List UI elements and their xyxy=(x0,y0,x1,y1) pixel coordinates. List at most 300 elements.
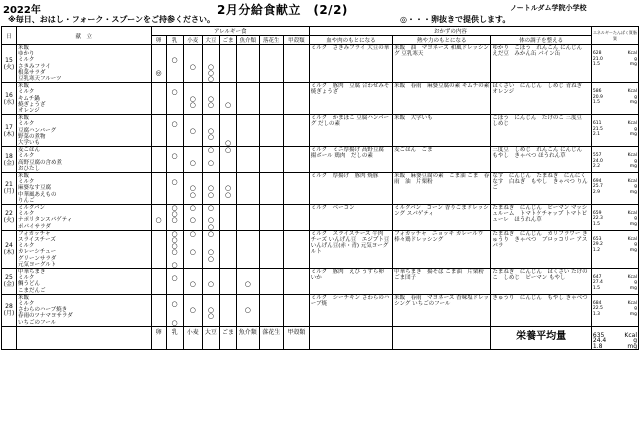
nutrition-unit: mg xyxy=(629,189,637,195)
dish-list xyxy=(16,172,151,204)
nutrition-unit: mg xyxy=(629,164,637,170)
allergen-mark: ○ xyxy=(224,146,232,155)
nutrition-value: 27.4 xyxy=(592,280,603,286)
allergen-cell xyxy=(284,83,310,115)
nutrition-unit: g xyxy=(634,94,637,100)
nutrition-unit: Kcal xyxy=(627,236,637,242)
allergen-mark xyxy=(220,262,236,268)
school-name: ノートルダム学院小学校 xyxy=(510,4,587,12)
allergen-cell xyxy=(237,115,259,147)
allergen-cell xyxy=(166,115,183,147)
red-foods-cell: ミルク さきみフライ 大豆の華 xyxy=(309,45,392,83)
footer-allergen: 魚介類 xyxy=(237,326,259,350)
nutrition-unit: g xyxy=(634,56,637,62)
allergen-cell xyxy=(237,204,259,230)
allergen-mark xyxy=(260,288,284,294)
footer-allergen: 小麦 xyxy=(183,326,202,350)
nutrition-value: 2.2 xyxy=(592,164,601,170)
allergen-mark xyxy=(220,224,236,230)
allergen-mark xyxy=(203,288,219,294)
allergen-mark: ○ xyxy=(207,158,214,167)
allergen-cell xyxy=(259,172,284,204)
footer-allergen: 大豆 xyxy=(202,326,219,350)
allergen-mark: ○ xyxy=(189,229,196,238)
allergen-cell xyxy=(166,172,183,204)
nutrition-unit: g xyxy=(634,126,637,132)
allergen-cell xyxy=(166,83,183,115)
allergen-mark xyxy=(220,166,236,172)
allergen-cell xyxy=(284,268,310,294)
nutrition-value: 21.0 xyxy=(592,56,603,62)
nutrition-cell xyxy=(591,147,638,173)
dish-item: りんご xyxy=(17,197,35,204)
day-row xyxy=(2,172,639,204)
col-allergen: 魚介類 xyxy=(237,36,259,45)
allergen-mark: ○ xyxy=(207,190,214,199)
allergen-mark: ○ xyxy=(224,138,232,147)
allergen-cell xyxy=(151,45,166,83)
allergen-mark xyxy=(152,108,166,114)
allergen-mark: ○ xyxy=(189,190,196,199)
nutrition-value: 586 xyxy=(592,89,602,95)
green-foods-cell: たまねぎ にんじん ピーマン マッシュルーム トマトケチャップ トマトピューレ ほうれん草 xyxy=(491,204,591,230)
col-allergen: 甲殻類 xyxy=(284,36,310,45)
allergen-mark: ○ xyxy=(207,184,214,193)
day-date: 28 (月) xyxy=(2,294,17,326)
dish-item: 米飯 xyxy=(17,83,29,90)
nutrition-unit: Kcal xyxy=(627,51,637,56)
allergen-cell xyxy=(259,45,284,83)
allergen-mark: ○ xyxy=(224,190,232,199)
allergen-mark: ○ xyxy=(189,248,196,257)
notice-utensils: ※毎日、おはし・フォーク・スプーンをご持参ください。 xyxy=(8,15,215,24)
allergen-mark: ○ xyxy=(207,312,214,321)
nutrition-cell xyxy=(591,115,638,147)
allergen-mark: ○ xyxy=(207,248,214,257)
allergen-cell xyxy=(219,172,236,204)
col-allergen: 乳 xyxy=(166,36,183,45)
day-date: 21 (月) xyxy=(2,172,17,204)
allergen-cell xyxy=(219,230,236,268)
red-foods-cell: ミルク ベーコン xyxy=(309,204,392,230)
green-foods-cell: きゅうり にんじん もやし きゃべつ xyxy=(491,294,591,326)
allergen-mark xyxy=(260,140,284,146)
day-row xyxy=(2,45,639,83)
day-date: 24 (木) xyxy=(2,230,17,268)
allergen-cell xyxy=(284,45,310,83)
col-allergen: 落花生 xyxy=(259,36,284,45)
allergen-mark xyxy=(237,262,258,268)
allergen-cell xyxy=(202,172,219,204)
dish-item: 根菜サラダ xyxy=(17,69,46,76)
allergen-mark xyxy=(167,288,183,294)
nutrition-unit: Kcal xyxy=(627,300,637,306)
allergen-mark: ○ xyxy=(189,94,196,103)
allergen-mark: ○ xyxy=(155,216,162,225)
allergen-cell xyxy=(259,115,284,147)
allergen-cell xyxy=(259,204,284,230)
nutrition-value: 1.3 xyxy=(592,311,601,317)
menu-table xyxy=(1,26,639,350)
average-unit: Kcal xyxy=(624,331,637,339)
allergen-mark xyxy=(152,288,166,294)
allergen-mark: ○ xyxy=(224,100,232,109)
yellow-foods-cell: フォカッチャ ニョッキ カレールウ 棒々鶏ドレッシング xyxy=(393,230,491,268)
nutrition-unit: Kcal xyxy=(627,274,637,280)
allergen-cell xyxy=(151,230,166,268)
allergen-mark xyxy=(203,140,219,146)
allergen-cell xyxy=(202,204,219,230)
dish-item: 米飯 xyxy=(17,294,29,301)
dish-item: ミルク xyxy=(17,153,35,160)
allergen-mark xyxy=(220,76,236,82)
average-nutrition xyxy=(591,326,638,350)
nutrition-cell xyxy=(591,83,638,115)
nutrition-value: 694 xyxy=(592,178,602,184)
allergen-mark: ○ xyxy=(244,280,251,289)
dish-item: 中華ちまき xyxy=(17,268,46,275)
red-foods-cell: ミルク シーチキン さわらのハーブ焼 xyxy=(309,294,392,326)
allergen-mark: ○ xyxy=(171,88,178,97)
nutrition-cell xyxy=(591,45,638,83)
nutrition-unit: Kcal xyxy=(627,121,637,127)
allergen-mark xyxy=(237,76,258,82)
nutrition-unit: Kcal xyxy=(627,178,637,184)
dish-item: オレンジ xyxy=(17,107,40,114)
footer-allergen: 乳 xyxy=(166,326,183,350)
nutrition-value: 22.3 xyxy=(592,216,603,222)
allergen-cell xyxy=(202,115,219,147)
allergen-cell xyxy=(183,115,202,147)
dish-item: こまだんご xyxy=(17,287,46,294)
dish-item: グリーンサラダ xyxy=(17,255,57,262)
dish-item: いちごのフール xyxy=(17,319,57,326)
allergen-mark xyxy=(167,108,183,114)
dish-list xyxy=(16,147,151,173)
allergen-mark xyxy=(184,166,202,172)
dish-item: おひたし xyxy=(17,165,40,172)
nutrition-value: 20.9 xyxy=(592,94,603,100)
allergen-mark: ○ xyxy=(171,242,178,251)
allergen-cell xyxy=(284,147,310,173)
allergen-mark xyxy=(284,108,309,114)
allergen-mark: ○ xyxy=(171,120,178,129)
nutrition-unit: mg xyxy=(629,285,637,291)
allergen-mark: ○ xyxy=(207,216,214,225)
allergen-mark: ○ xyxy=(189,100,196,109)
allergen-cell xyxy=(202,268,219,294)
dish-item: 豆乳寒天フルーツ xyxy=(17,75,62,82)
nutrition-value: 24.0 xyxy=(592,158,603,164)
allergen-mark: ○ xyxy=(189,203,196,212)
allergen-mark: ○ xyxy=(207,126,214,135)
dish-item: スライスチーズ xyxy=(17,236,56,243)
col-menu: 献 立 xyxy=(16,27,151,45)
nutrition-unit: mg xyxy=(629,311,637,317)
dish-item: キムチ鍋 xyxy=(17,95,40,102)
green-foods-cell: ゆかり ごぼう れんこん にんじん えだ豆 みかん缶 パイン缶 xyxy=(491,45,591,83)
allergen-mark: ○ xyxy=(207,229,214,238)
dish-item: 麻婆なす豆腐 xyxy=(17,185,51,192)
allergen-cell xyxy=(284,230,310,268)
allergen-mark xyxy=(167,198,183,204)
nutrition-value: 2.1 xyxy=(592,132,601,138)
yellow-foods-cell: 米飯 春雨 麻婆豆腐の素 キムチの素 xyxy=(393,83,491,115)
allergen-mark: ○ xyxy=(189,216,196,225)
average-value: 24.4 xyxy=(592,337,607,345)
allergen-mark: ○ xyxy=(207,94,214,103)
allergen-cell xyxy=(166,204,183,230)
dish-item: ミルクパン xyxy=(17,204,46,211)
allergen-mark xyxy=(167,224,183,230)
dish-item: 米飯 xyxy=(17,45,29,51)
allergen-mark xyxy=(284,198,309,204)
dish-list xyxy=(16,83,151,115)
red-foods-cell: ミルク スライスチーズ 牛肉 チーズ いんげん豆 エジプト豆 いんげん豆(赤・青) 元気ヨーグルト xyxy=(309,230,392,268)
day-date: 25 (金) xyxy=(2,268,17,294)
page-title: 2月分給食献立 (2/2) xyxy=(217,3,348,17)
footer-allergen: ごま xyxy=(219,326,236,350)
allergen-cell xyxy=(284,204,310,230)
allergen-cell xyxy=(219,204,236,230)
nutrition-value: 22.5 xyxy=(592,306,603,312)
allergen-mark: ○ xyxy=(189,184,196,193)
allergen-cell xyxy=(237,230,259,268)
allergen-mark: ○ xyxy=(189,126,196,135)
allergen-cell xyxy=(151,172,166,204)
allergen-mark xyxy=(284,140,309,146)
allergen-cell xyxy=(259,230,284,268)
col-allergy-group: アレルギー食 xyxy=(151,27,309,36)
allergen-mark: ○ xyxy=(224,184,232,193)
allergen-mark xyxy=(152,320,166,326)
allergen-mark: ○ xyxy=(171,216,178,225)
dish-item: 野菜の煮物 xyxy=(17,133,46,140)
allergen-cell xyxy=(284,115,310,147)
allergen-mark xyxy=(260,76,284,82)
green-foods-cell: なす にんじん たまねぎ にんにく なす 白ねぎ もやし きゃべつ りんご xyxy=(491,172,591,204)
allergen-mark xyxy=(237,320,258,326)
col-allergen: 卵 xyxy=(151,36,166,45)
dish-list xyxy=(16,268,151,294)
nutrition-unit: Kcal xyxy=(627,210,637,216)
allergen-mark: ○ xyxy=(171,229,178,238)
allergen-mark: ○ xyxy=(171,178,178,187)
dish-item: カレーシチュー xyxy=(17,249,57,256)
allergen-cell xyxy=(219,83,236,115)
allergen-mark xyxy=(284,262,309,268)
red-foods-cell: ミルク 豚肉 えび うずら卵 いか xyxy=(309,268,392,294)
nutrition-cell xyxy=(591,294,638,326)
yellow-foods-cell: 米飯 麻婆豆腐の素 ごま油 ごま 春雨 油 片栗粉 xyxy=(393,172,491,204)
notice-egg-free: ◎・・・卵抜きで提供します。 xyxy=(400,15,511,24)
nutrition-unit: mg xyxy=(629,132,637,138)
allergen-mark xyxy=(237,166,258,172)
allergen-mark: ○ xyxy=(189,280,196,289)
allergen-mark xyxy=(203,320,219,326)
allergen-mark: ○ xyxy=(189,306,196,315)
dish-item: 高野豆腐の含め煮 xyxy=(17,159,62,166)
allergen-cell xyxy=(151,294,166,326)
dish-item: ナポリタンスパゲティ xyxy=(17,217,73,224)
nutrition-unit: Kcal xyxy=(627,153,637,159)
day-date: 17 (木) xyxy=(2,115,17,147)
allergen-mark xyxy=(260,224,284,230)
nutrition-unit: g xyxy=(634,280,637,286)
nutrition-unit: Kcal xyxy=(627,89,637,95)
col-allergen: ごま xyxy=(219,36,236,45)
average-label: 栄養平均量 xyxy=(491,326,591,350)
dish-item: 春雨のツナマヨサラダ xyxy=(17,313,73,320)
nutrition-unit: g xyxy=(634,158,637,164)
nutrition-value: 1.5 xyxy=(592,221,601,227)
allergen-mark: ○ xyxy=(207,74,214,83)
nutrition-cell xyxy=(591,230,638,268)
dish-item: 米飯 xyxy=(17,172,29,179)
allergen-cell xyxy=(259,294,284,326)
allergen-cell xyxy=(237,268,259,294)
average-value: 1.8 xyxy=(592,342,603,350)
allergen-cell xyxy=(219,268,236,294)
allergen-mark xyxy=(152,140,166,146)
allergen-mark: ○ xyxy=(171,210,178,219)
dish-item: 中華風あえもの xyxy=(17,191,57,198)
col-red-foods: 血や肉のもとになる xyxy=(309,36,392,45)
allergen-mark xyxy=(167,76,183,82)
red-foods-cell: ミルク かまぼこ 豆腐ハンバーグ だしの素 xyxy=(309,115,392,147)
allergen-mark xyxy=(284,76,309,82)
allergen-mark xyxy=(237,198,258,204)
col-allergen: 大豆 xyxy=(202,36,219,45)
allergen-cell xyxy=(183,83,202,115)
allergen-mark xyxy=(260,320,284,326)
allergen-cell xyxy=(151,83,166,115)
allergen-mark xyxy=(184,108,202,114)
allergen-cell xyxy=(151,204,166,230)
allergen-cell xyxy=(183,204,202,230)
col-allergen: 小麦 xyxy=(183,36,202,45)
allergen-mark xyxy=(152,262,166,268)
allergen-mark xyxy=(152,198,166,204)
nutrition-value: 1.5 xyxy=(592,285,601,291)
allergen-cell xyxy=(183,45,202,83)
nutrition-value: 21.5 xyxy=(592,126,603,132)
nutrition-value: 29.2 xyxy=(592,242,603,248)
allergen-mark xyxy=(260,166,284,172)
allergen-mark xyxy=(237,288,258,294)
nutrition-cell xyxy=(591,204,638,230)
dish-item: 大学いも xyxy=(17,139,40,146)
nutrition-unit: g xyxy=(634,306,637,312)
nutrition-unit: g xyxy=(634,216,637,222)
allergen-cell xyxy=(166,230,183,268)
red-foods-cell: ミルク ミニ厚揚げ 高野豆腐 揚ボール 鶏肉 だしの素 xyxy=(309,147,392,173)
dish-item: さきみフライ xyxy=(17,63,51,70)
allergen-mark: ○ xyxy=(171,152,178,161)
allergen-mark xyxy=(152,224,166,230)
allergen-mark xyxy=(203,262,219,268)
dish-item: ミルク xyxy=(17,57,35,64)
day-date: 18 (金) xyxy=(2,147,17,173)
dish-item: ミルク xyxy=(17,275,35,282)
day-row xyxy=(2,230,639,268)
dish-item: 麦ごはん xyxy=(17,147,40,154)
col-yellow-foods: 熱や力のもとになる xyxy=(393,36,491,45)
allergen-cell xyxy=(259,83,284,115)
day-date: 15 (火) xyxy=(2,45,17,83)
allergen-mark xyxy=(220,198,236,204)
allergen-mark xyxy=(220,108,236,114)
dish-item: 焼ぎょうざ xyxy=(17,101,46,108)
dish-list xyxy=(16,230,151,268)
year-label: 2022年 xyxy=(3,5,41,16)
allergen-mark: ○ xyxy=(171,203,178,212)
allergen-mark: ○ xyxy=(171,274,178,283)
footer-allergen: 落花生 xyxy=(259,326,284,350)
allergen-cell xyxy=(237,83,259,115)
allergen-cell xyxy=(166,45,183,83)
allergen-mark xyxy=(152,166,166,172)
nutrition-value: 1.2 xyxy=(592,247,601,253)
average-unit: mg xyxy=(627,342,637,350)
dish-item: ミルク xyxy=(17,121,35,128)
allergen-cell xyxy=(151,115,166,147)
dish-item: ミルク xyxy=(17,300,35,307)
allergen-cell xyxy=(237,172,259,204)
nutrition-unit: g xyxy=(634,242,637,248)
allergen-cell xyxy=(166,294,183,326)
allergen-mark: ○ xyxy=(207,306,214,315)
dish-item: 元気ヨーグルト xyxy=(17,261,57,268)
allergen-mark: ○ xyxy=(171,248,178,257)
allergen-mark: ◎ xyxy=(155,68,162,77)
allergen-mark: ○ xyxy=(171,318,178,327)
allergen-mark xyxy=(152,76,166,82)
allergen-cell xyxy=(202,147,219,173)
yellow-foods-cell: 麦ごはん ごま xyxy=(393,147,491,173)
allergen-mark xyxy=(184,262,202,268)
allergen-mark xyxy=(184,76,202,82)
dish-item: 米飯 xyxy=(17,115,29,122)
allergen-mark xyxy=(237,108,258,114)
allergen-mark: ○ xyxy=(171,235,178,244)
allergen-mark xyxy=(284,224,309,230)
nutrition-value: 2.9 xyxy=(592,189,601,195)
yellow-foods-cell: 米飯 春雨 マヨネーズ 香味塩ドレッシング いちごのフール xyxy=(393,294,491,326)
allergen-mark xyxy=(237,224,258,230)
nutrition-value: 653 xyxy=(592,236,602,242)
allergen-mark xyxy=(220,288,236,294)
day-row xyxy=(2,294,639,326)
dish-item: ミルク xyxy=(17,243,35,250)
col-ingredients-group: おかずの内容 xyxy=(309,27,591,36)
nutrition-value: 557 xyxy=(592,153,602,159)
dish-item: ミルク xyxy=(17,89,35,96)
green-foods-cell: はくさい にんじん しめじ 青ねぎ オレンジ xyxy=(491,83,591,115)
average-unit: g xyxy=(633,337,637,345)
nutrition-value: 628 xyxy=(592,51,602,56)
dish-item: ミルク xyxy=(17,211,35,218)
allergen-mark: ○ xyxy=(207,62,214,71)
day-date: 22 (火) xyxy=(2,204,17,230)
nutrition-unit: mg xyxy=(629,221,637,227)
average-value: 635 xyxy=(592,331,605,339)
allergen-mark: ○ xyxy=(207,146,214,155)
day-row xyxy=(2,83,639,115)
day-row xyxy=(2,204,639,230)
allergen-mark: ○ xyxy=(207,68,214,77)
col-nutrition: エネルギーたんぱく質脂質 xyxy=(591,27,638,45)
